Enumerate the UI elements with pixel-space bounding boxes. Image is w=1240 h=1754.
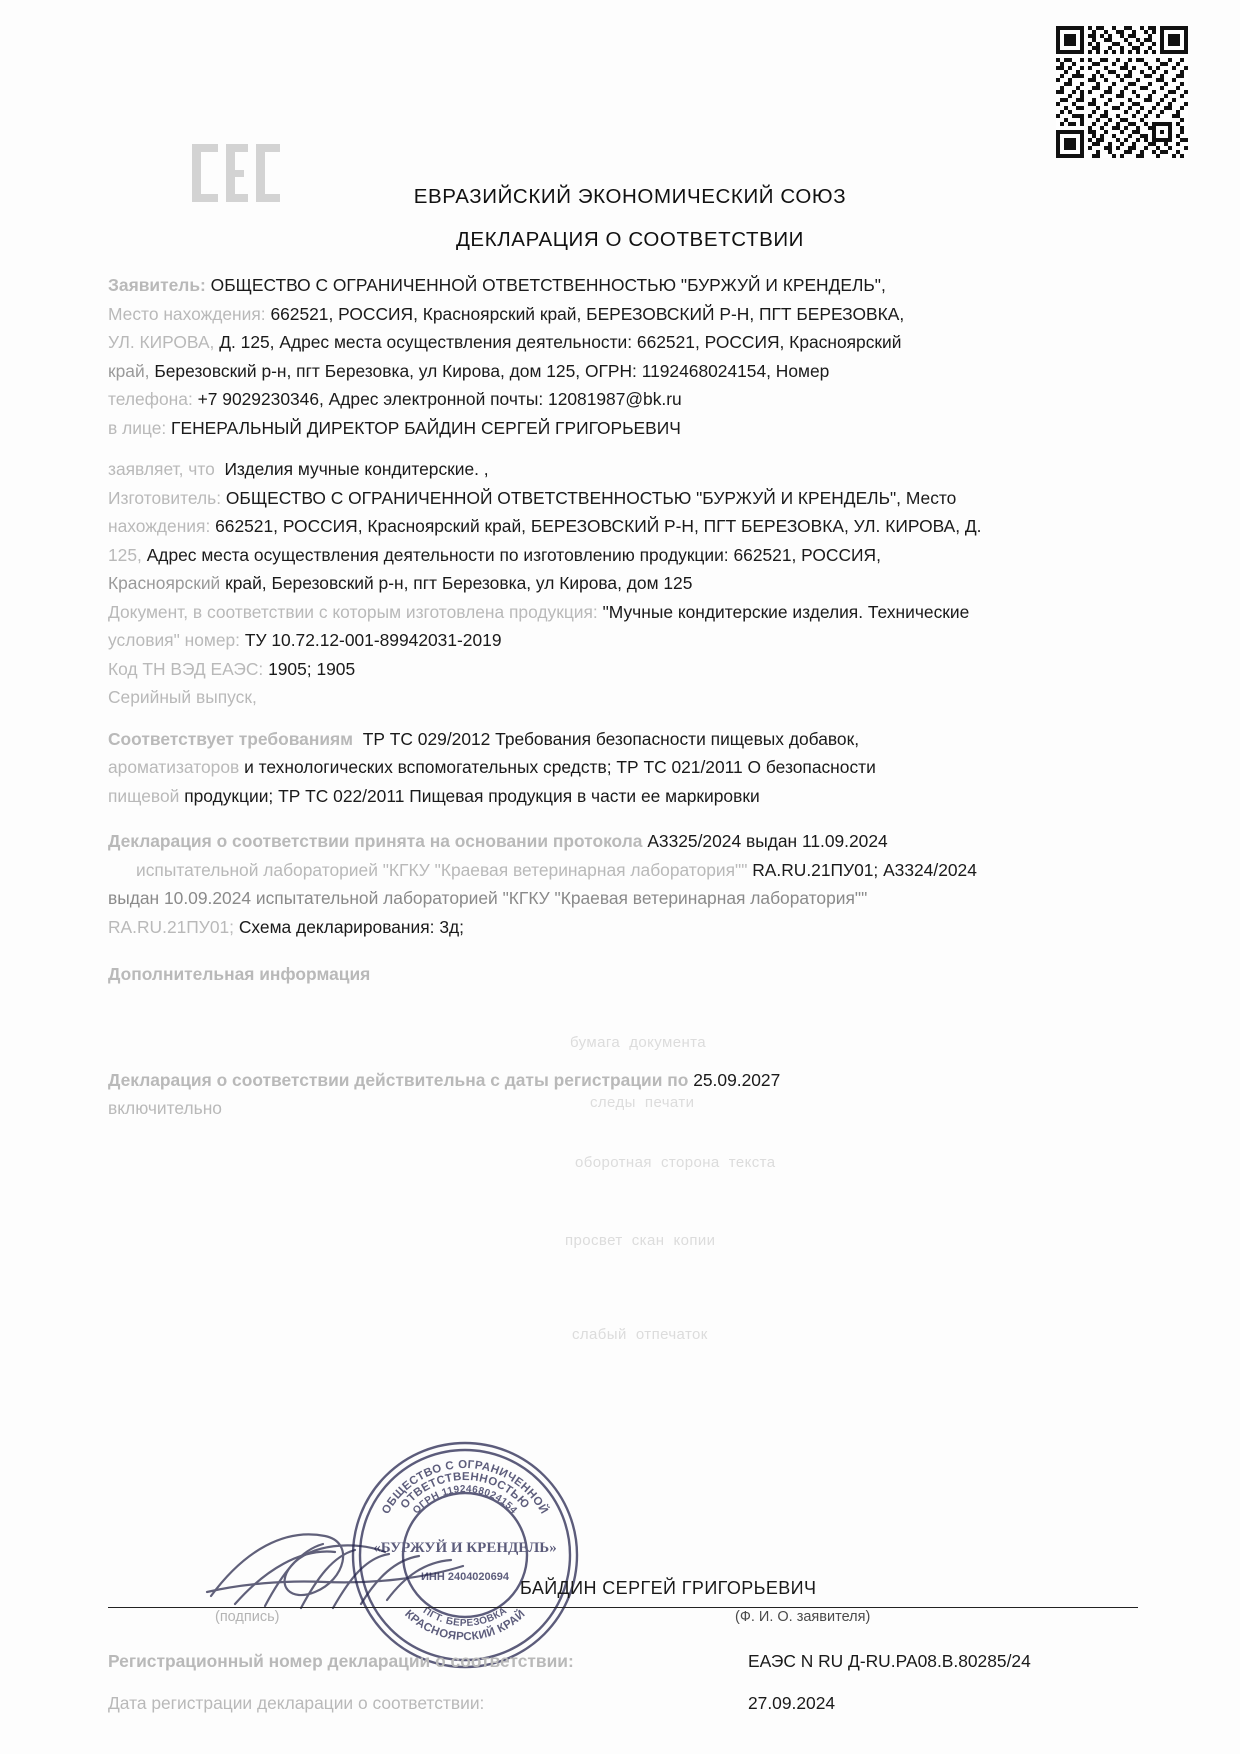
page-title: ЕВРАЗИЙСКИЙ ЭКОНОМИЧЕСКИЙ СОЮЗ [413, 185, 847, 208]
validity-inclusive: включительно [108, 1098, 222, 1118]
basis-protocol-2: RA.RU.21ПУ01; А3324/2024 [752, 859, 977, 880]
basis-line-2 [108, 857, 1138, 885]
applicant-line-5 [108, 386, 1138, 414]
declaration-body [108, 272, 1138, 1124]
docs-label: Документ, в соответствии с которым изготовлена продукция: [108, 601, 598, 622]
docs-number-value: ТУ 10.72.12-001-89942031-2019 [244, 630, 502, 650]
release-line [108, 684, 1138, 712]
applicant-location-label: Место нахождения: [108, 303, 266, 324]
ghost-text-1: бумага документа [570, 1034, 707, 1051]
docs-number-label: условия" номер: [108, 630, 240, 650]
applicant-line-6 [108, 415, 1138, 443]
stamp-inn: ИНН 2404020694 [420, 1571, 510, 1583]
conformity-value-2: и технологических вспомогательных средств; ТР ТС 021/2011 О безопасности [244, 757, 876, 777]
basis-lab-1: испытательной лабораторией "КГКУ "Краевая ветеринарная лаборатория"" [136, 859, 748, 880]
stamp-ogrn: ОГРН 1192468024154 [411, 1483, 519, 1517]
ghost-text-2: следы печати [590, 1094, 695, 1111]
page-subtitle: ДЕКЛАРАЦИЯ О СООТВЕТСТВИИ [455, 228, 805, 251]
eac-conformity-mark-icon [190, 140, 286, 206]
maker-location-label: нахождения: [108, 516, 211, 536]
basis-line-4 [108, 914, 1138, 942]
signature-divider [108, 1607, 1138, 1608]
basis-lab-2: выдан 10.09.2024 испытательной лабораторией "КГКУ "Краевая ветеринарная лаборатория"" [108, 888, 868, 908]
applicant-representative-value: ГЕНЕРАЛЬНЫЙ ДИРЕКТОР БАЙДИН СЕРГЕЙ ГРИГОРЬЕВИЧ [171, 417, 681, 438]
extra-info-line [108, 961, 1138, 989]
docs-line-1 [108, 599, 1138, 627]
signer-caption: (Ф. И. О. заявителя) [735, 1609, 871, 1625]
basis-attestat: RA.RU.21ПУ01; [108, 916, 235, 937]
applicant-line-3 [108, 329, 1138, 357]
extra-info-label: Дополнительная информация [108, 964, 371, 984]
applicant-phone-label: телефона: [108, 389, 193, 409]
maker-line-3 [108, 542, 1138, 570]
applicant-street-value: Д. 125, Адрес места осуществления деятельности: 662521, РОССИЯ, Красноярский [219, 332, 902, 352]
conformity-line-1 [108, 726, 1138, 754]
basis-scheme: Схема декларирования: 3д; [238, 916, 464, 937]
registration-number-label: Регистрационный номер декларации о соответствии: [108, 1651, 574, 1671]
applicant-name: ОБЩЕСТВО С ОГРАНИЧЕННОЙ ОТВЕТСТВЕННОСТЬЮ "БУРЖУЙ И КРЕНДЕЛЬ", [210, 275, 886, 295]
release-label: Серийный выпуск, [108, 687, 257, 707]
stamp-bottom2: КРАСНОЯРСКИЙ КРАЙ [402, 1607, 528, 1644]
registration-date-value: 27.09.2024 [748, 1693, 836, 1713]
applicant-phone-value: +7 9029230346, Адрес электронной почты: 12081987@bk.ru [197, 389, 682, 409]
conformity-value-3: продукции; ТР ТС 022/2011 Пищевая продукция в части ее маркировки [184, 785, 760, 806]
stamp-center-name: «БУРЖУЙ И КРЕНДЕЛЬ» [373, 1540, 557, 1556]
registration-number-value: ЕАЭС N RU Д-RU.РА08.В.80285/24 [748, 1651, 1031, 1671]
docs-line-2 [108, 627, 1138, 655]
maker-house-label: 125, [108, 544, 142, 565]
applicant-line-1 [108, 272, 1138, 300]
conformity-label: Соответствует требованиям [108, 728, 354, 749]
maker-line-2 [108, 513, 1138, 541]
signature-caption: (подпись) [215, 1609, 280, 1625]
applicant-region-value: Березовский р-н, пгт Березовка, ул Кирова, дом 125, ОГРН: 1192468024154, Номер [154, 360, 830, 381]
applicant-representative-label: в лице: [108, 417, 167, 438]
basis-label: Декларация о соответствии принята на основании протокола [108, 831, 643, 851]
registration-date-label: Дата регистрации декларации о соответствии: [108, 1693, 485, 1713]
declares-line [108, 456, 1138, 484]
applicant-line-2 [108, 301, 1138, 329]
ghost-text-5: слабый отпечаток [572, 1326, 708, 1343]
maker-label: Изготовитель: [108, 487, 222, 508]
basis-line-1 [108, 828, 1138, 856]
conformity-label-3: пищевой [108, 785, 180, 806]
maker-name: ОБЩЕСТВО С ОГРАНИЧЕННОЙ ОТВЕТСТВЕННОСТЬЮ "БУРЖУЙ И КРЕНДЕЛЬ", Место [225, 487, 957, 508]
maker-line-4 [108, 570, 1138, 598]
declares-label: заявляет, что [108, 459, 215, 479]
maker-region-label: Красноярский [108, 573, 221, 593]
stamp-line-top: ОБЩЕСТВО С ОГРАНИЧЕННОЙ [380, 1458, 551, 1517]
conformity-line-2 [108, 754, 1138, 782]
applicant-region-label: край, [108, 360, 150, 381]
ghost-text-4: просвет скан копии [565, 1232, 716, 1249]
maker-location-value: 662521, РОССИЯ, Красноярский край, БЕРЕЗОВСКИЙ Р-Н, ПГТ БЕРЕЗОВКА, УЛ. КИРОВА, Д. [215, 516, 982, 536]
stamp-bottom: ПГТ. БЕРЕЗОВКА [420, 1605, 510, 1630]
stamp-line-top2: ОТВЕТСТВЕННОСТЬЮ [398, 1470, 532, 1512]
applicant-line-4 [108, 358, 1138, 386]
maker-line-1 [108, 485, 1138, 513]
tnved-value: 1905; 1905 [268, 658, 356, 679]
conformity-label-2: ароматизаторов [108, 757, 240, 777]
validity-date: 25.09.2027 [693, 1069, 781, 1090]
conformity-line-3 [108, 783, 1138, 811]
applicant-street-label: УЛ. КИРОВА, [108, 332, 215, 352]
basis-line-3 [108, 885, 1138, 913]
docs-value: "Мучные кондитерские изделия. Технические [602, 601, 970, 622]
conformity-value-1: ТР ТС 029/2012 Требования безопасности пищевых добавок, [362, 728, 860, 749]
applicant-label: Заявитель: [108, 275, 206, 295]
applicant-location-value: 662521, РОССИЯ, Красноярский край, БЕРЕЗОВСКИЙ Р-Н, ПГТ БЕРЕЗОВКА, [270, 303, 905, 324]
tnved-line [108, 656, 1138, 684]
basis-protocol-1: А3325/2024 выдан 11.09.2024 [647, 831, 888, 851]
tnved-label: Код ТН ВЭД ЕАЭС: [108, 658, 264, 679]
maker-region-value: край, Березовский р-н, пгт Березовка, ул Кирова, дом 125 [225, 573, 693, 593]
ghost-text-3: оборотная сторона текста [575, 1154, 776, 1171]
qr-code [1056, 26, 1188, 158]
product-name: Изделия мучные кондитерские. , [224, 459, 489, 479]
signer-name: БАЙДИН СЕРГЕЙ ГРИГОРЬЕВИЧ [520, 1578, 817, 1598]
company-round-stamp [350, 1440, 580, 1670]
validity-label: Декларация о соответствии действительна с даты регистрации по [108, 1069, 689, 1090]
maker-house-value: Адрес места осуществления деятельности по изготовлению продукции: 662521, РОССИЯ, [146, 544, 881, 565]
